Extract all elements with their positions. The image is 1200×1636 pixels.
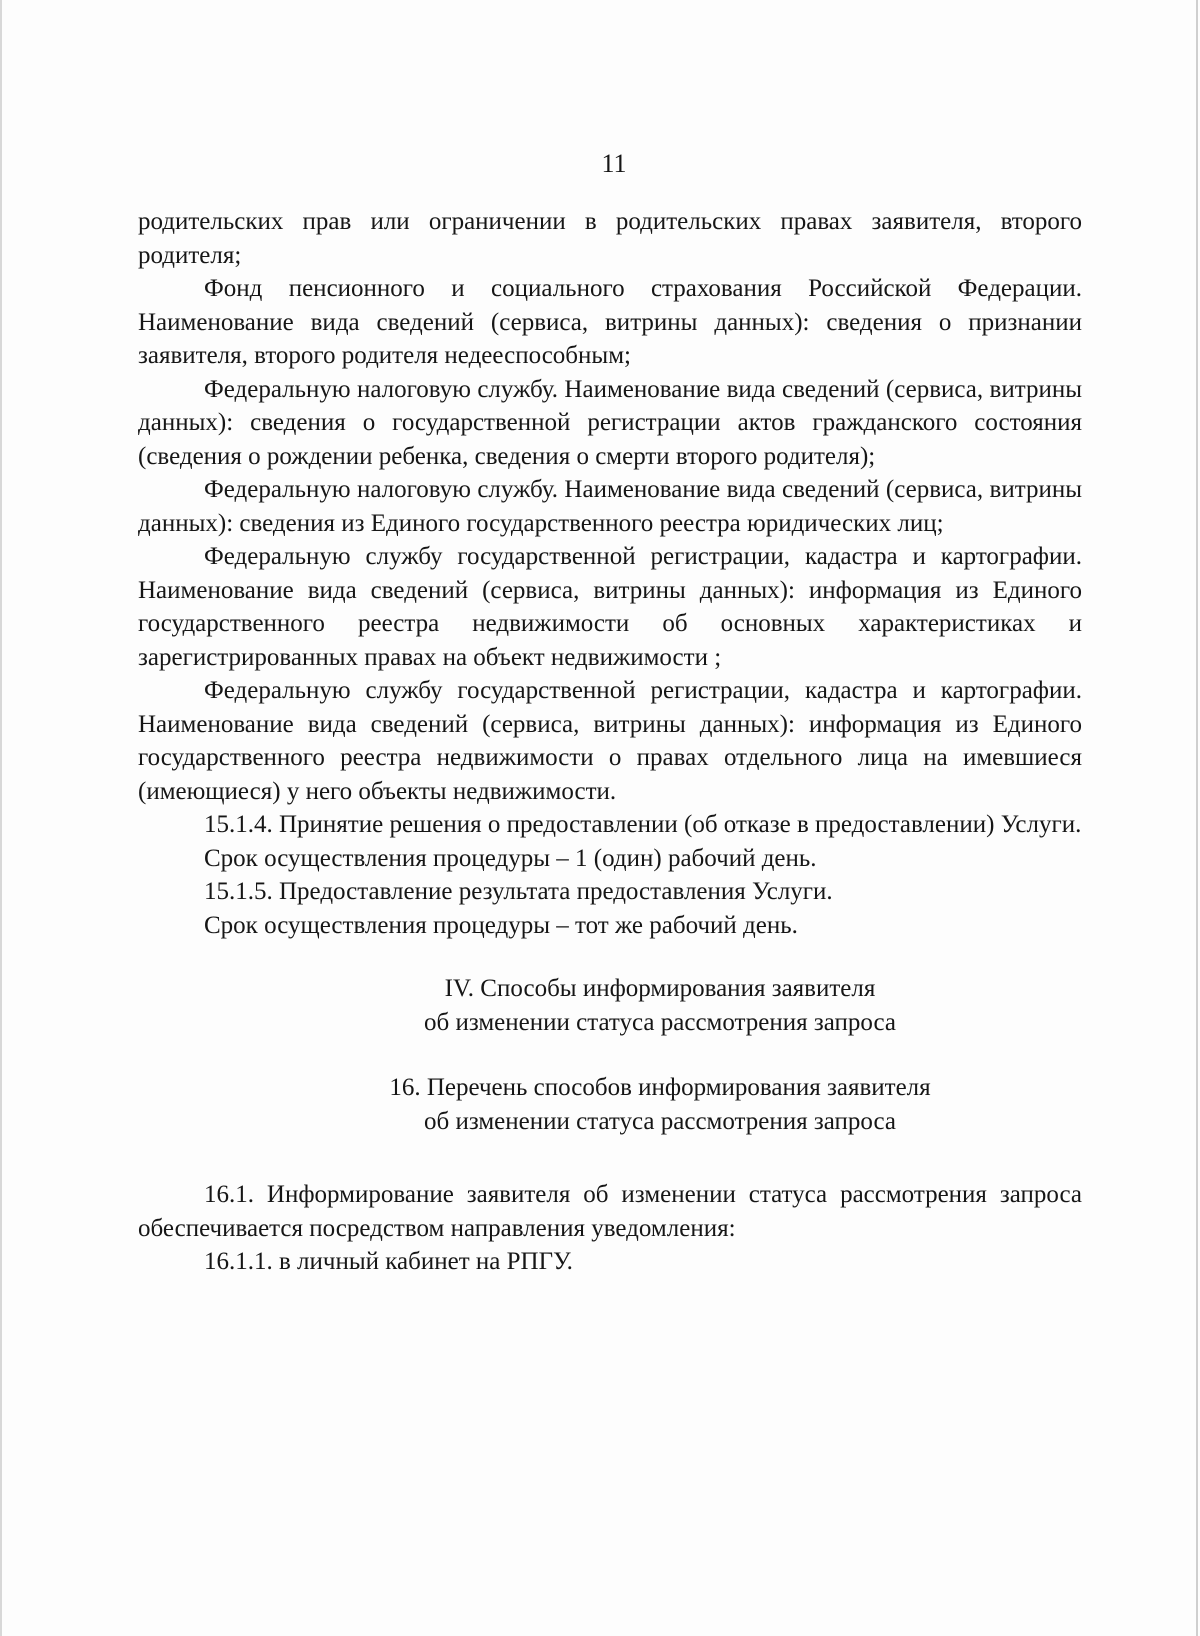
paragraph-rosreestr-characteristics: Федеральную службу государственной регистрации, кадастра и картографии. Наименование вида сведений (сервиса, витрины данных): информация из Единого государственного реестра недвижимости об основных характеристиках и зарегистрированных правах на объект недвижимости ; [138,543,1082,671]
closing-block [138,1178,1082,1279]
paragraph-result: 15.1.5. Предоставление результата предоставления Услуги. [204,878,833,905]
paragraph-rosreestr-rights: Федеральную службу государственной регистрации, кадастра и картографии. Наименование вида сведений (сервиса, витрины данных): информация из Единого государственного реестра недвижимости о правах отдельного лица на имевшиеся (имеющиеся) у него объекты недвижимости. [138,677,1082,805]
paragraph-pension-fund: Фонд пенсионного и социального страхования Российской Федерации. Наименование вида сведений (сервиса, витрины данных): сведения о признании заявителя, второго родителя недееспособным; [138,275,1082,369]
scan-edge-left [0,0,2,1636]
section-heading-line-1: IV. Способы информирования заявителя [444,975,876,1002]
document-body [138,205,1082,1279]
paragraph-tax-service-civil-registry: Федеральную налоговую службу. Наименование вида сведений (сервиса, витрины данных): сведения о государственной регистрации актов гражданского состояния (сведения о рождении ребенка, сведения о смерти второго родителя); [138,375,1082,470]
paragraph-continuation: родительских прав или ограничении в родительских правах заявителя, второго родителя; [138,208,1082,269]
paragraph-decision-term: Срок осуществления процедуры – 1 (один) рабочий день. [204,844,817,872]
section-heading [138,972,1082,1039]
paragraph-result-term: Срок осуществления процедуры – тот же рабочий день. [204,911,798,939]
section-heading-line-2: об изменении статуса рассмотрения запроса [423,1008,897,1036]
paragraph-personal-cabinet: 16.1.1. в личный кабинет на РПГУ. [204,1248,573,1275]
page-number: 11 [601,149,627,178]
scan-edge-right [1196,0,1198,1636]
subsection-heading-line-2: об изменении статуса рассмотрения запроса [423,1107,897,1135]
subsection-heading [138,1071,1082,1138]
paragraph-tax-service-legal-entities: Федеральную налоговую службу. Наименование вида сведений (сервиса, витрины данных): сведения из Единого государственного реестра юридических лиц; [138,476,1082,537]
paragraph-notification: 16.1. Информирование заявителя об изменении статуса рассмотрения запроса обеспечивается посредством направления уведомления: [138,1181,1082,1242]
paragraph-decision: 15.1.4. Принятие решения о предоставлении (об отказе в предоставлении) Услуги. [204,811,1082,838]
subsection-heading-line-1: 16. Перечень способов информирования заявителя [389,1074,931,1101]
